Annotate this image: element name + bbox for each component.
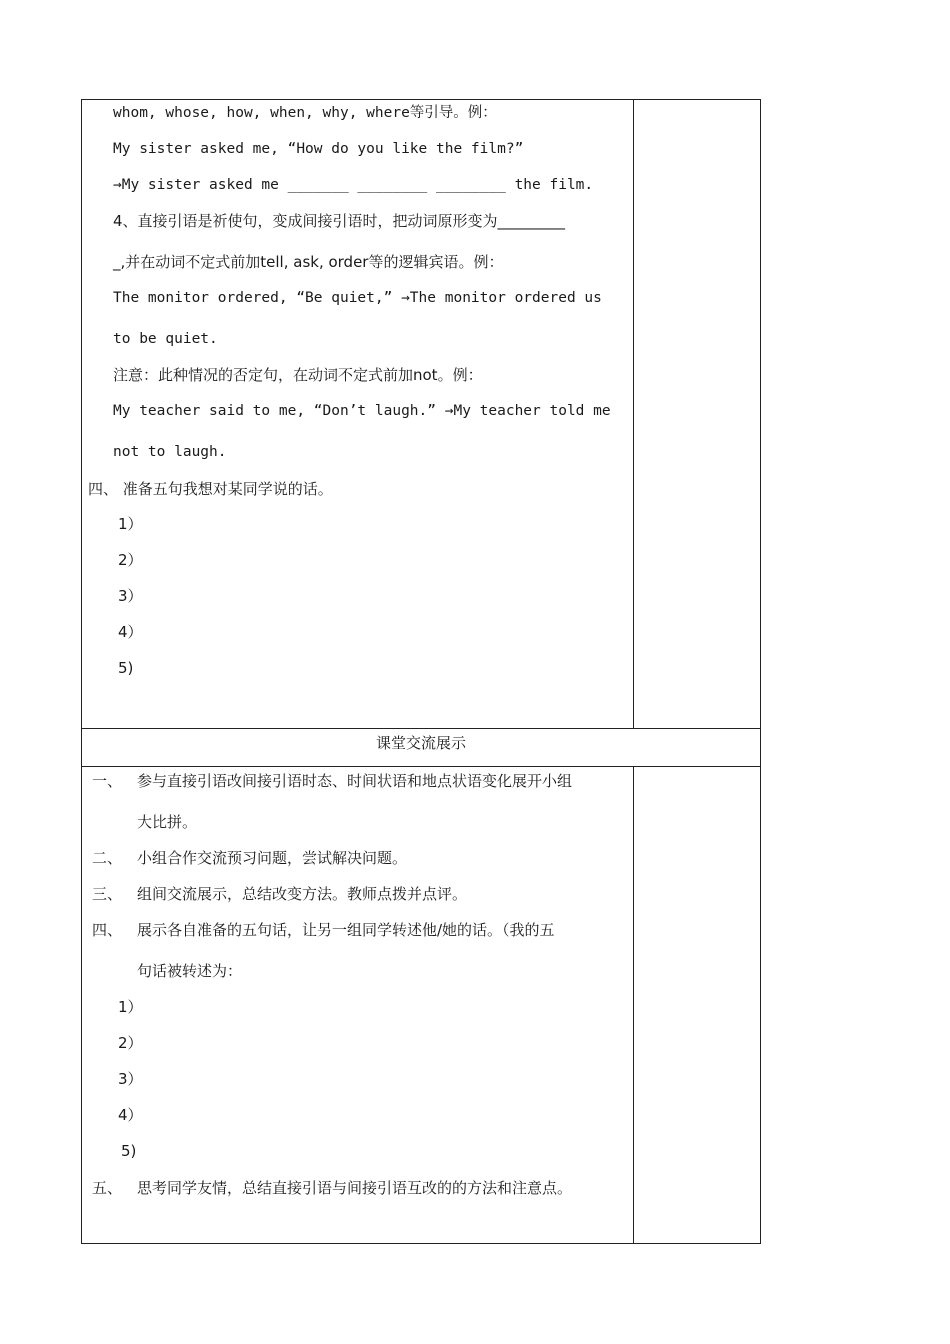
text-line: 注意：此种情况的否定句，在动词不定式前加not。例： — [113, 366, 483, 384]
text-line: →My sister asked me _______ ________ ________ the film. — [113, 177, 594, 193]
step-text: 展示各自准备的五句话，让另一组同学转述他/她的话。（我的五 — [137, 921, 555, 939]
bottom-side-cell — [633, 766, 761, 1244]
step-text: 小组合作交流预习问题，尝试解决问题。 — [137, 849, 408, 867]
text-line: not to laugh. — [113, 444, 227, 460]
step-text: 组间交流展示，总结改变方法。教师点拨并点评。 — [137, 885, 468, 903]
text-line: whom, whose, how, when, why, where等引导。例： — [113, 105, 497, 121]
list-item: 1） — [118, 998, 143, 1016]
step-number: 四、 — [92, 921, 123, 939]
list-item: 2） — [118, 1034, 143, 1052]
text-line: to be quiet. — [113, 331, 218, 347]
list-item: 1） — [118, 515, 143, 533]
text-line: My sister asked me, “How do you like the film?” — [113, 141, 524, 157]
bottom-content-cell — [81, 766, 634, 1244]
step-number: 一、 — [92, 772, 123, 790]
step-text-cont: 大比拼。 — [137, 813, 198, 831]
text-line: My teacher said to me, “Don’t laugh.” →My teacher told me — [113, 403, 611, 419]
list-item: 4） — [118, 623, 143, 641]
list-item: 2） — [118, 551, 143, 569]
text-line: _,并在动词不定式前加tell, ask, order等的逻辑宾语。例： — [113, 253, 504, 271]
text-line: 4、直接引语是祈使句，变成间接引语时，把动词原形变为_________ — [113, 212, 566, 230]
list-item: 4） — [118, 1106, 143, 1124]
step-text: 思考同学友情，总结直接引语与间接引语互改的的方法和注意点。 — [137, 1179, 573, 1197]
step-number: 五、 — [92, 1179, 123, 1197]
list-item: 5) — [121, 1142, 137, 1160]
text-line: The monitor ordered, “Be quiet,” →The monitor ordered us — [113, 290, 602, 306]
list-item: 5) — [118, 659, 134, 677]
step-number: 二、 — [92, 849, 123, 867]
task-four-heading: 四、 准备五句我想对某同学说的话。 — [88, 480, 333, 498]
top-side-cell — [633, 99, 761, 729]
list-item: 3） — [118, 587, 143, 605]
section-header-title: 课堂交流展示 — [375, 734, 466, 752]
step-text: 参与直接引语改间接引语时态、时间状语和地点状语变化展开小组 — [137, 772, 573, 790]
step-text-cont: 句话被转述为： — [137, 962, 243, 980]
step-number: 三、 — [92, 885, 123, 903]
list-item: 3） — [118, 1070, 143, 1088]
